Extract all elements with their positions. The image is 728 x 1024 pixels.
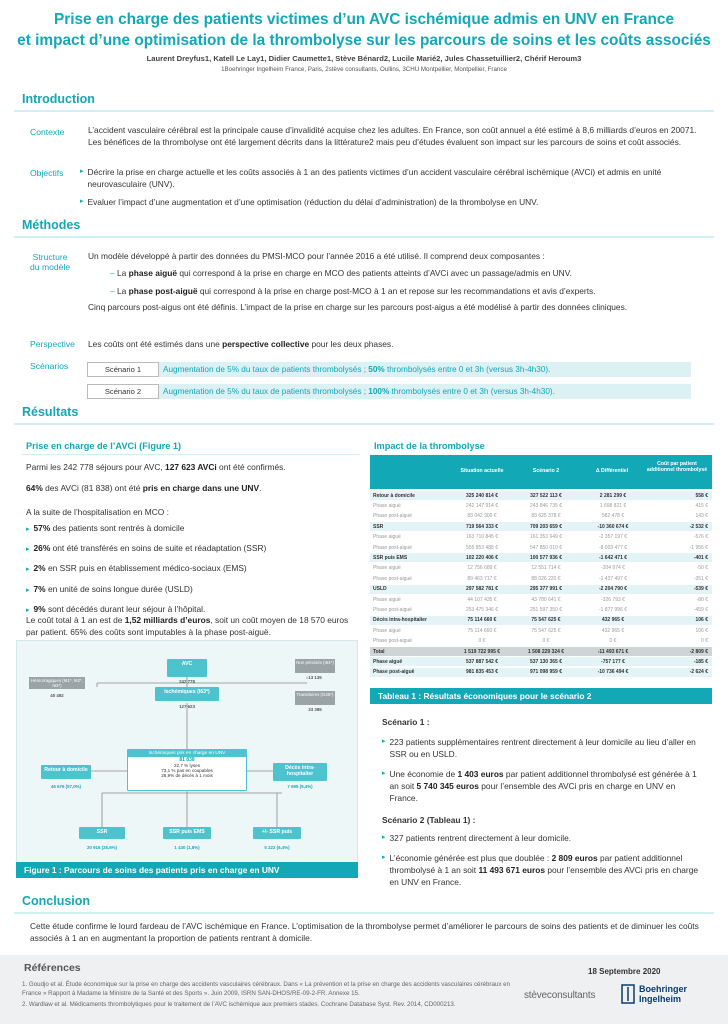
table-cell: Retour à domicile bbox=[373, 492, 415, 499]
table-cell: Phase aiguë bbox=[373, 596, 401, 603]
non-precises-value: 13 135 bbox=[308, 675, 322, 680]
th-differentiel: Δ Différentiel bbox=[595, 468, 629, 474]
table-cell: -10 360 674 € bbox=[597, 523, 629, 530]
table-cell: 251 597 350 € bbox=[530, 606, 562, 613]
avc-value: 242 778 bbox=[179, 679, 195, 684]
table-cell: Phase post-aiguë bbox=[373, 638, 412, 645]
table-cell: -8 003 477 € bbox=[598, 544, 628, 551]
ssr-usld-value: 5 222 (6,4%) bbox=[264, 845, 290, 850]
table-row bbox=[370, 491, 712, 500]
intro-divider bbox=[14, 110, 714, 112]
scenario-1-name: Scénario 1 bbox=[87, 362, 159, 377]
table-cell: 297 582 781 € bbox=[466, 586, 498, 593]
table-cell: -757 177 € bbox=[601, 658, 625, 665]
table-row bbox=[370, 501, 712, 510]
scenario-1-post: thrombolysés entre 0 et 3h (versus 3h-4h30). bbox=[384, 365, 551, 374]
unv-line-2: 73,1 % pas en coupables bbox=[161, 768, 213, 773]
s1-b2-bold1: 1 403 euros bbox=[457, 769, 504, 779]
table-cell: -351 € bbox=[693, 575, 708, 582]
phase2-bold: phase post-aiguë bbox=[128, 286, 198, 296]
p2-post: . bbox=[259, 483, 262, 493]
outcome-item-pct: 7% bbox=[33, 583, 46, 594]
table-cell: Phase post-aiguë bbox=[373, 669, 415, 676]
table-cell: Décès intra-hospitalier bbox=[373, 617, 427, 624]
bullet-icon: ▸ bbox=[382, 738, 386, 745]
scenario-2-pre: Augmentation de 5% du taux de patients thrombolysés ; bbox=[163, 387, 369, 396]
contexte-text: L’accident vasculaire cérébral est la principale cause d’invalidité acquise chez les adultes. En France, son coût annuel a été estimé à 8,6 milliards d’euros en 20071. Les bénéfices de la thrombolyse ont été largement décrits dans la littérature2 mais peu d’études évaluent son impact sur les parcours de soins et coût associés. bbox=[88, 125, 697, 148]
dash-icon: – bbox=[110, 268, 117, 278]
structure-label-2: du modèle bbox=[30, 262, 71, 272]
reference-1: 1. Goudjo et al. Étude économique sur la prise en charge des accidents vasculaires cérébraux. Dans « La prévention et la prise en charge des accidents vasculaires cérébraux en France » Rapport à Madame la Ministre de la Santé et des Sports ». Juin 2009, ISRN SAN-DHOS/RE-09-2-FR. Annexe 15. bbox=[22, 981, 511, 997]
table-row bbox=[370, 616, 712, 625]
s1-b1-text: 223 patients supplémentaires rentrent directement à leur domicile au lieu d’aller en SSR ou en USLD. bbox=[389, 737, 696, 760]
table-cell: Phase aiguë bbox=[373, 534, 401, 541]
table-cell: 43 780 641 € bbox=[531, 596, 561, 603]
table-cell: 537 130 365 € bbox=[530, 658, 562, 665]
outcome-item-text: sont décédés durant leur séjour à l’hôpital. bbox=[45, 603, 206, 614]
p2-bold2: pris en charge dans une UNV bbox=[142, 483, 260, 493]
table-cell: 100 577 936 € bbox=[530, 554, 562, 561]
unv-box bbox=[127, 749, 247, 791]
title-line-2: et impact d’une optimisation de la thrombolyse sur les parcours de soins et les coûts associés bbox=[17, 32, 711, 49]
perspective-pre: Les coûts ont été estimés dans une bbox=[88, 339, 223, 349]
unv-head: Ischémiques pris en charge en UNV bbox=[128, 750, 246, 757]
table-row bbox=[370, 553, 712, 562]
avc-label: AVC bbox=[181, 661, 193, 667]
sejours-text bbox=[26, 461, 356, 473]
bullet-icon: ▸ bbox=[26, 546, 30, 554]
table-cell: -576 € bbox=[693, 534, 708, 541]
p1-bold: 127 623 AVCi bbox=[165, 462, 217, 472]
objectif-2 bbox=[80, 196, 712, 208]
s2-bullet-1 bbox=[382, 832, 700, 844]
table-cell: 83 042 900 € bbox=[467, 513, 497, 520]
authors: Laurent Dreyfus1, Katell Le Lay1, Didier Caumette1, Stève Bénard2, Lucile Marié2, Jules Chassetuillier2, Chérif Heroum3 bbox=[146, 54, 582, 63]
table-row bbox=[370, 533, 712, 542]
left-subheading: Prise en charge de l’AVCi (Figure 1) bbox=[26, 441, 182, 451]
outcome-item-pct: 9% bbox=[33, 603, 46, 614]
table-cell: Phase aiguë bbox=[373, 658, 403, 665]
table-row bbox=[370, 585, 712, 594]
poster-title bbox=[0, 0, 728, 51]
p1-post: ont été confirmés. bbox=[216, 462, 286, 472]
bullet-icon: ▸ bbox=[80, 168, 84, 175]
outcome-item bbox=[26, 542, 356, 556]
table-cell: -1 877 996 € bbox=[598, 606, 628, 613]
dash-icon: – bbox=[110, 286, 117, 296]
table-row bbox=[370, 637, 712, 646]
table-cell: 709 203 659 € bbox=[530, 523, 562, 530]
bullet-icon: ▸ bbox=[382, 834, 386, 841]
table-cell: 432 965 € bbox=[601, 627, 625, 634]
table-cell: 1 698 821 € bbox=[599, 502, 627, 509]
references-list bbox=[22, 980, 522, 1009]
ssr-ems-value: 1 430 (1,8%) bbox=[174, 845, 200, 850]
ssr-value: 20 916 (25,6%) bbox=[86, 845, 118, 850]
table-cell: -11 493 671 € bbox=[597, 648, 629, 655]
deces-label: Décès intra-hospitalier bbox=[285, 765, 315, 777]
table-cell: -2 809 € bbox=[689, 648, 708, 655]
intro-title: Introduction bbox=[22, 92, 95, 106]
s1-bullet-2 bbox=[382, 768, 700, 805]
title-line-1: Prise en charge des patients victimes d’un AVC ischémique admis en UNV en France bbox=[53, 11, 675, 28]
table-cell: -459 € bbox=[693, 606, 708, 613]
scenario-1-bold: 50% bbox=[368, 365, 385, 374]
transitoires-box: Transitoires (G45*) bbox=[295, 691, 335, 705]
table-cell: USLD bbox=[373, 586, 387, 593]
table-cell: -1 437 497 € bbox=[598, 575, 628, 582]
ssr-ems-box bbox=[163, 827, 211, 839]
table-cell: 12 756 689 € bbox=[467, 565, 497, 572]
scenario-2-bold: 100% bbox=[368, 387, 390, 396]
table-cell: 242 147 914 € bbox=[466, 502, 498, 509]
cinq-parcours: Cinq parcours post-aigus ont été définis. L’impact de la prise en charge sur les parcours post-aigus a été modélisé à partir des données cliniques. bbox=[88, 302, 628, 312]
cout-text bbox=[26, 614, 356, 638]
table-cell: 582 478 € bbox=[601, 513, 625, 520]
unv-line-3: 26,9% de décès à 1 mois bbox=[161, 773, 213, 778]
bullet-icon: ▸ bbox=[26, 526, 30, 533]
table-caption: Tableau 1 : Résultats économiques pour le scénario 2 bbox=[370, 688, 712, 704]
perspective-post: pour les deux phases. bbox=[309, 339, 394, 349]
table-row bbox=[370, 657, 712, 666]
table-cell: 415 € bbox=[695, 502, 708, 509]
objectif-2-text: Evaluer l’impact d’une augmentation et d’une optimisation (réduction du délai d’administration) de la thrombolyse en UNV. bbox=[87, 197, 539, 207]
table-row bbox=[370, 564, 712, 573]
table-cell: 537 887 542 € bbox=[466, 658, 498, 665]
s2-b2-bold1: 2 809 euros bbox=[551, 853, 598, 863]
table-cell: 971 098 959 € bbox=[530, 669, 562, 676]
retour-label: Retour à domicile bbox=[44, 767, 88, 773]
table-cell: 719 564 333 € bbox=[466, 523, 498, 530]
table-cell: 547 850 010 € bbox=[530, 544, 562, 551]
right-subheading: Impact de la thrombolyse bbox=[374, 441, 485, 451]
table-cell: 89 463 717 € bbox=[467, 575, 497, 582]
table-row bbox=[370, 605, 712, 614]
phase1-bold: phase aiguë bbox=[128, 268, 178, 278]
outcome-item-text: des patients sont rentrés à domicile bbox=[50, 523, 185, 533]
outcome-item-pct: 2% bbox=[33, 563, 46, 574]
table-cell: -326 793 € bbox=[601, 596, 625, 603]
boehringer-logo bbox=[620, 984, 687, 1004]
table-row bbox=[370, 626, 712, 635]
retour-box bbox=[41, 765, 91, 779]
table-cell: 2 281 299 € bbox=[599, 492, 627, 499]
table-cell: -2 624 € bbox=[689, 669, 708, 676]
structure-label-1: Structure bbox=[32, 252, 68, 262]
perspective-text bbox=[88, 338, 712, 350]
table-row bbox=[370, 595, 712, 604]
scenario-2-row bbox=[87, 384, 691, 399]
non-precises-box: Non précisés (I64*) bbox=[295, 659, 335, 673]
ssr-usld-label: +/- SSR puis bbox=[261, 829, 293, 835]
bullet-icon: ▸ bbox=[26, 606, 30, 614]
unv-text bbox=[26, 482, 356, 494]
table-cell: Total bbox=[373, 648, 385, 655]
cout-pre: Le coût total à 1 an est de bbox=[26, 615, 125, 625]
th-situation: Situation actuelle bbox=[460, 468, 504, 474]
table-cell: -1 956 € bbox=[689, 544, 708, 551]
table-cell: -1 642 471 € bbox=[598, 554, 628, 561]
table-cell: -80 € bbox=[696, 596, 708, 603]
table-cell: Phase aiguë bbox=[373, 502, 401, 509]
table-cell: 88 026 220 € bbox=[531, 575, 561, 582]
table-cell: 83 625 378 € bbox=[531, 513, 561, 520]
figure-1-caption: Figure 1 : Parcours de soins des patients pris en charge en UNV bbox=[16, 862, 358, 878]
s2-b2-bold2: 11 493 671 euros bbox=[478, 865, 546, 876]
deces-box bbox=[273, 763, 327, 781]
ischemiques-box bbox=[155, 687, 219, 701]
table-cell: Phase aiguë bbox=[373, 565, 401, 572]
cout-bold: 1,52 milliards d’euros bbox=[124, 615, 211, 625]
table-cell: 106 € bbox=[695, 617, 708, 624]
table-cell: -2 204 790 € bbox=[598, 586, 628, 593]
table-cell: 981 835 453 € bbox=[466, 669, 498, 676]
s1-b2-bold2: 5 740 345 euros bbox=[416, 781, 479, 792]
th-cout-patient: Coût par patient additionnel thrombolysé bbox=[646, 461, 708, 473]
perspective-label: Perspective bbox=[30, 339, 75, 349]
table-cell: 102 220 406 € bbox=[466, 554, 498, 561]
table-cell: 75 547 625 € bbox=[531, 627, 561, 634]
s2-b2-pre: L’économie générée est plus que doublée : bbox=[389, 853, 552, 863]
table-cell: Phase aiguë bbox=[373, 627, 401, 634]
phase1-pre: La bbox=[117, 268, 129, 278]
phase-post-aigue bbox=[110, 285, 710, 297]
table-cell: SSR puis EMS bbox=[373, 554, 408, 561]
conclusion-title: Conclusion bbox=[22, 894, 91, 908]
table-cell: 0 € bbox=[478, 638, 486, 645]
table-cell: 432 965 € bbox=[601, 617, 625, 624]
outcome-item-text: en SSR puis en établissement médico-sociaux (EMS) bbox=[45, 563, 247, 574]
boehringer-wordmark-2: Ingelheim bbox=[639, 994, 682, 1004]
methodes-title: Méthodes bbox=[22, 218, 81, 232]
table-cell: -2 357 197 € bbox=[598, 534, 628, 541]
hemorragiques-box: Hémorragiques (I61*, I62*, I63*) bbox=[29, 677, 85, 689]
phase-aigue bbox=[110, 267, 710, 279]
table-cell: 325 240 814 € bbox=[466, 492, 498, 499]
bullet-icon: ▸ bbox=[382, 770, 386, 777]
table-cell: 75 114 660 € bbox=[467, 617, 497, 624]
table-cell: -10 736 494 € bbox=[597, 669, 629, 676]
outcome-item bbox=[26, 522, 356, 536]
resultats-title: Résultats bbox=[22, 405, 79, 419]
table-cell: 163 710 845 € bbox=[466, 534, 498, 541]
table-cell: -50 € bbox=[696, 565, 708, 572]
table-cell: 295 377 991 € bbox=[530, 586, 562, 593]
p1-pre: Parmi les 242 778 séjours pour AVC, bbox=[26, 462, 166, 472]
table-cell: -2 532 € bbox=[689, 523, 708, 530]
table-header bbox=[370, 455, 712, 489]
scenario-1-row bbox=[87, 362, 691, 377]
affiliations: 1Boehringer Ingelheim France, Paris, 2stève consultants, Oullins, 3CHU Montpellier, Montpellier, France bbox=[221, 66, 507, 73]
phase2-pre: La bbox=[117, 286, 129, 296]
table-cell: 0 € bbox=[609, 638, 617, 645]
s1-bullet-1 bbox=[382, 736, 700, 760]
structure-intro: Un modèle développé à partir des données du PMSI-MCO pour l’année 2016 a été utilisé. Il comprend deux composantes : bbox=[88, 251, 545, 261]
table-cell: SSR bbox=[373, 523, 384, 530]
transitoires-value: 33 385 bbox=[308, 707, 322, 712]
table-cell: 12 551 714 € bbox=[531, 565, 561, 572]
scenario-2-post: thrombolysés entre 0 et 3h (versus 3h-4h30). bbox=[389, 387, 555, 396]
table-cell: 143 € bbox=[695, 513, 708, 520]
steve-consultants-logo: stèveconsultants bbox=[524, 990, 596, 1001]
table-cell: 44 107 435 € bbox=[467, 596, 497, 603]
objectif-1-text: Décrire la prise en charge actuelle et les coûts associés à 1 an des patients victimes d’un accident vasculaire cérébral ischémique (AVCi) et admis en unité neurovasculaire (UNV). bbox=[87, 167, 662, 190]
outcome-list bbox=[26, 522, 356, 623]
methodes-divider bbox=[14, 236, 714, 238]
table-row bbox=[370, 512, 712, 521]
th-scenario: Scénario 2 bbox=[532, 468, 560, 474]
resultats-divider bbox=[14, 423, 714, 425]
ssr-label: SSR bbox=[96, 829, 108, 835]
table-cell: 75 547 625 € bbox=[531, 617, 561, 624]
outcome-item-text: ont été transférés en soins de suite et réadaptation (SSR) bbox=[50, 543, 267, 554]
perspective-bold: perspective collective bbox=[222, 339, 310, 349]
poster-date: 18 Septembre 2020 bbox=[588, 967, 661, 976]
table-cell: 1 508 229 324 € bbox=[527, 648, 565, 655]
table-cell: -185 € bbox=[693, 658, 708, 665]
ischemiques-label: Ischémiques (I63*) bbox=[164, 689, 210, 695]
ssr-box bbox=[79, 827, 125, 839]
poster-header bbox=[0, 0, 728, 86]
hemorragiques-value: 40 492 bbox=[50, 693, 64, 698]
table-cell: 0 € bbox=[701, 638, 708, 645]
table-cell: Phase post-aiguë bbox=[373, 606, 412, 613]
bullet-icon: ▸ bbox=[382, 854, 386, 861]
table-row bbox=[370, 668, 712, 677]
table-cell: Phase post-aiguë bbox=[373, 544, 412, 551]
boehringer-wordmark bbox=[639, 984, 687, 1004]
table-row bbox=[370, 647, 712, 656]
table-row bbox=[370, 543, 712, 552]
suite-text: A la suite de l’hospitalisation en MCO : bbox=[26, 507, 169, 517]
bullet-icon: ▸ bbox=[80, 198, 84, 205]
table-cell: -401 € bbox=[693, 554, 708, 561]
table-cell: 75 114 660 € bbox=[467, 627, 497, 634]
outcome-item-text: en unité de soins longue durée (USLD) bbox=[45, 583, 193, 594]
reference-2: 2. Wardlaw et al. Médicaments thrombolytiques pour le traitement de l’AVC ischémique aux premiers stades. Cochrane Database Syst. Rev. 2014, CD000213. bbox=[22, 1001, 456, 1008]
figure-1-diagram bbox=[16, 640, 358, 878]
table-cell: 1 519 722 995 € bbox=[463, 648, 501, 655]
phase2-rest: qui correspond à la prise en charge post-MCO à 1 an et repose sur les recommandations et avis d’experts. bbox=[197, 286, 596, 296]
scenario-1-pre: Augmentation de 5% du taux de patients thrombolysés ; bbox=[163, 365, 369, 374]
objectifs-label: Objectifs bbox=[30, 168, 64, 178]
s2-head: Scénario 2 (Tableau 1) : bbox=[382, 815, 476, 825]
ischemiques-value: 127 623 bbox=[179, 704, 195, 709]
table-cell: 161 353 649 € bbox=[530, 534, 562, 541]
contexte-label: Contexte bbox=[30, 127, 65, 137]
scenario-2-desc bbox=[159, 384, 691, 399]
scenario-2-name: Scénario 2 bbox=[87, 384, 159, 399]
table-cell: -539 € bbox=[693, 586, 708, 593]
phase1-rest: qui correspond à la prise en charge en MCO des patients atteints d’AVCi avec un passage/admis en UNV. bbox=[177, 268, 572, 278]
table-row bbox=[370, 522, 712, 531]
references-title: Références bbox=[24, 962, 81, 974]
table-cell: 555 853 488 € bbox=[466, 544, 498, 551]
conclusion-divider bbox=[14, 912, 714, 914]
ssr-usld-box bbox=[253, 827, 301, 839]
outcome-item-pct: 26% bbox=[33, 543, 51, 554]
deces-value: 7 695 (9,4%) bbox=[287, 784, 313, 789]
table-cell: 0 € bbox=[542, 638, 550, 645]
left-sub-divider bbox=[22, 454, 360, 455]
scenario-1-desc bbox=[159, 362, 691, 377]
boehringer-icon bbox=[620, 984, 636, 1004]
outcome-item bbox=[26, 562, 356, 576]
s2-bullet-2 bbox=[382, 852, 700, 889]
boehringer-wordmark-1: Boehringer bbox=[639, 984, 688, 994]
outcome-item bbox=[26, 583, 356, 597]
s2-b2-post: pour l’ensemble des AVCi pris en charge en UNV en France. bbox=[389, 865, 699, 888]
table-cell: 558 € bbox=[695, 492, 708, 499]
s1-b2-post: pour l’ensemble des AVCi pris en charge en UNV en France. bbox=[389, 781, 676, 804]
s2-b2-mid: par patient additionnel thrombolysé à 1 an soit bbox=[389, 853, 683, 876]
bullet-icon: ▸ bbox=[26, 566, 30, 574]
table-cell: Phase post-aiguë bbox=[373, 575, 412, 582]
ssr-ems-label: SSR puis EMS bbox=[169, 829, 205, 835]
table-cell: 253 475 346 € bbox=[466, 606, 498, 613]
objectif-1 bbox=[80, 166, 712, 190]
s1-head: Scénario 1 : bbox=[382, 717, 430, 727]
table-cell: 327 522 113 € bbox=[530, 492, 562, 499]
table-cell: Phase post-aiguë bbox=[373, 513, 412, 520]
table-cell: 243 846 735 € bbox=[530, 502, 562, 509]
cout-post: , soit un coût moyen de 18 570 euros par patient. 65% des coûts sont imputables à la phase post-aiguë. bbox=[26, 615, 349, 638]
structure-label bbox=[30, 252, 70, 272]
unv-value: 81 838 bbox=[179, 757, 195, 763]
s1-b2-pre: Une économie de bbox=[389, 769, 458, 779]
table-cell: -204 974 € bbox=[601, 565, 625, 572]
outcome-item-pct: 57% bbox=[33, 523, 51, 533]
table-cell: 106 € bbox=[695, 627, 708, 634]
unv-line-1: 22,7 % lyses bbox=[173, 763, 201, 768]
p2-bold1: 64% bbox=[26, 483, 43, 493]
bullet-icon: ▸ bbox=[26, 586, 30, 594]
retour-value: 46 676 (57,0%) bbox=[50, 784, 82, 789]
s1-b2-mid: par patient additionnel thrombolysé est générée à 1 an soit bbox=[389, 769, 697, 792]
scenarios-label: Scénarios bbox=[30, 361, 69, 371]
avc-box bbox=[167, 659, 207, 677]
table-row bbox=[370, 574, 712, 583]
s2-b1-text: 327 patients rentrent directement à leur domicile. bbox=[389, 833, 572, 843]
conclusion-text: Cette étude confirme le lourd fardeau de l’AVC ischémique en France. L’optimisation de la thrombolyse permet d’améliorer le parcours de soins des patients et de diminuer les coûts associés à 1 an en augmentant la proportion de patients rentrant à domicile. bbox=[30, 921, 699, 944]
p2-mid: des AVCi (81 838) ont été bbox=[42, 483, 143, 493]
